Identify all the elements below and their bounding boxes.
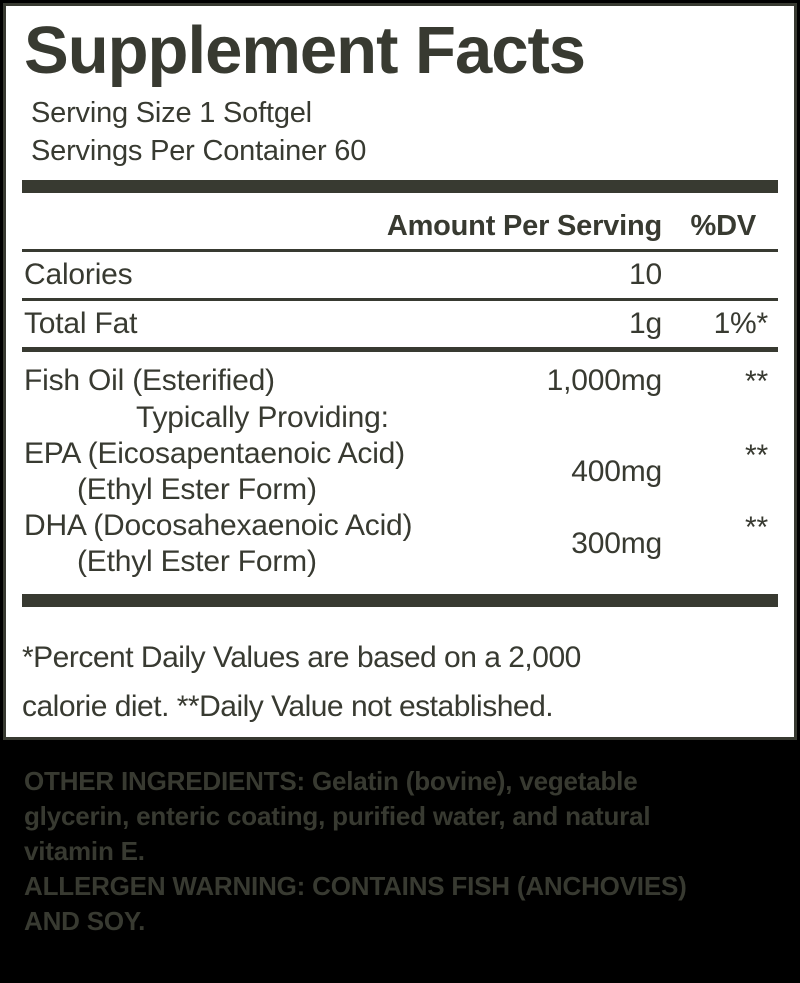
separator-bar-top — [22, 180, 778, 193]
other-ingredients-line-3: vitamin E. — [24, 836, 145, 866]
nutrient-amount: 10 — [629, 258, 662, 291]
nutrient-label: Total Fat — [24, 307, 138, 340]
ingredient-form-line: (Ethyl Ester Form) — [77, 473, 317, 506]
serving-info — [31, 94, 778, 170]
dv-header: %DV — [690, 210, 756, 242]
nutrient-label: Calories — [24, 258, 133, 291]
allergen-warning-line-1: ALLERGEN WARNING: CONTAINS FISH (ANCHOVIES) — [24, 871, 687, 901]
serving-size-line: Serving Size 1 Softgel — [31, 97, 312, 129]
other-ingredients-line-2: glycerin, enteric coating, purified water, and natural — [24, 801, 651, 831]
ingredient-row-epa — [22, 436, 778, 508]
ingredient-row-fish-oil — [22, 362, 778, 400]
nutrient-amount: 1g — [629, 307, 662, 340]
allergen-warning-line-2: AND SOY. — [24, 906, 146, 936]
other-ingredients-text: Gelatin (bovine), vegetable — [312, 766, 638, 796]
servings-per-container-line: Servings Per Container 60 — [31, 135, 367, 167]
other-ingredients-label: OTHER INGREDIENTS: — [24, 766, 305, 796]
supplement-facts-panel — [3, 3, 797, 740]
ingredient-name-block — [22, 508, 571, 580]
ingredient-name: DHA (Docosahexaenoic Acid) — [24, 509, 413, 542]
footnote — [22, 633, 778, 731]
ingredient-name-block — [22, 436, 571, 508]
nutrient-dv: 1%* — [713, 307, 768, 340]
ingredients-section — [22, 352, 778, 580]
nutrient-row-calories — [22, 252, 778, 298]
separator-bar-bottom — [22, 594, 778, 607]
column-header-row — [22, 193, 778, 249]
ingredient-name: Fish Oil (Esterified) — [24, 364, 275, 397]
ingredient-dv-asterisks: ** — [745, 365, 768, 398]
ingredient-form-line: (Ethyl Ester Form) — [77, 545, 317, 578]
ingredient-amount: 300mg — [571, 527, 662, 560]
ingredient-dv-asterisks: ** — [745, 511, 768, 544]
footnote-line-1: *Percent Daily Values are based on a 2,000 — [22, 641, 581, 674]
ingredient-name: EPA (Eicosapentaenoic Acid) — [24, 437, 405, 470]
footer-section — [0, 740, 800, 939]
ingredient-row-dha — [22, 508, 778, 580]
nutrient-row-total-fat — [22, 301, 778, 347]
ingredient-dv-asterisks: ** — [745, 439, 768, 472]
footnote-line-2: calorie diet. **Daily Value not established. — [22, 690, 554, 723]
amount-per-serving-header: Amount Per Serving — [386, 210, 662, 242]
typically-providing-subheading: Typically Providing: — [136, 401, 389, 434]
other-ingredients-line-1 — [24, 764, 776, 799]
ingredient-amount: 1,000mg — [546, 364, 662, 397]
ingredient-amount: 400mg — [571, 455, 662, 488]
panel-title: Supplement Facts — [24, 13, 586, 88]
